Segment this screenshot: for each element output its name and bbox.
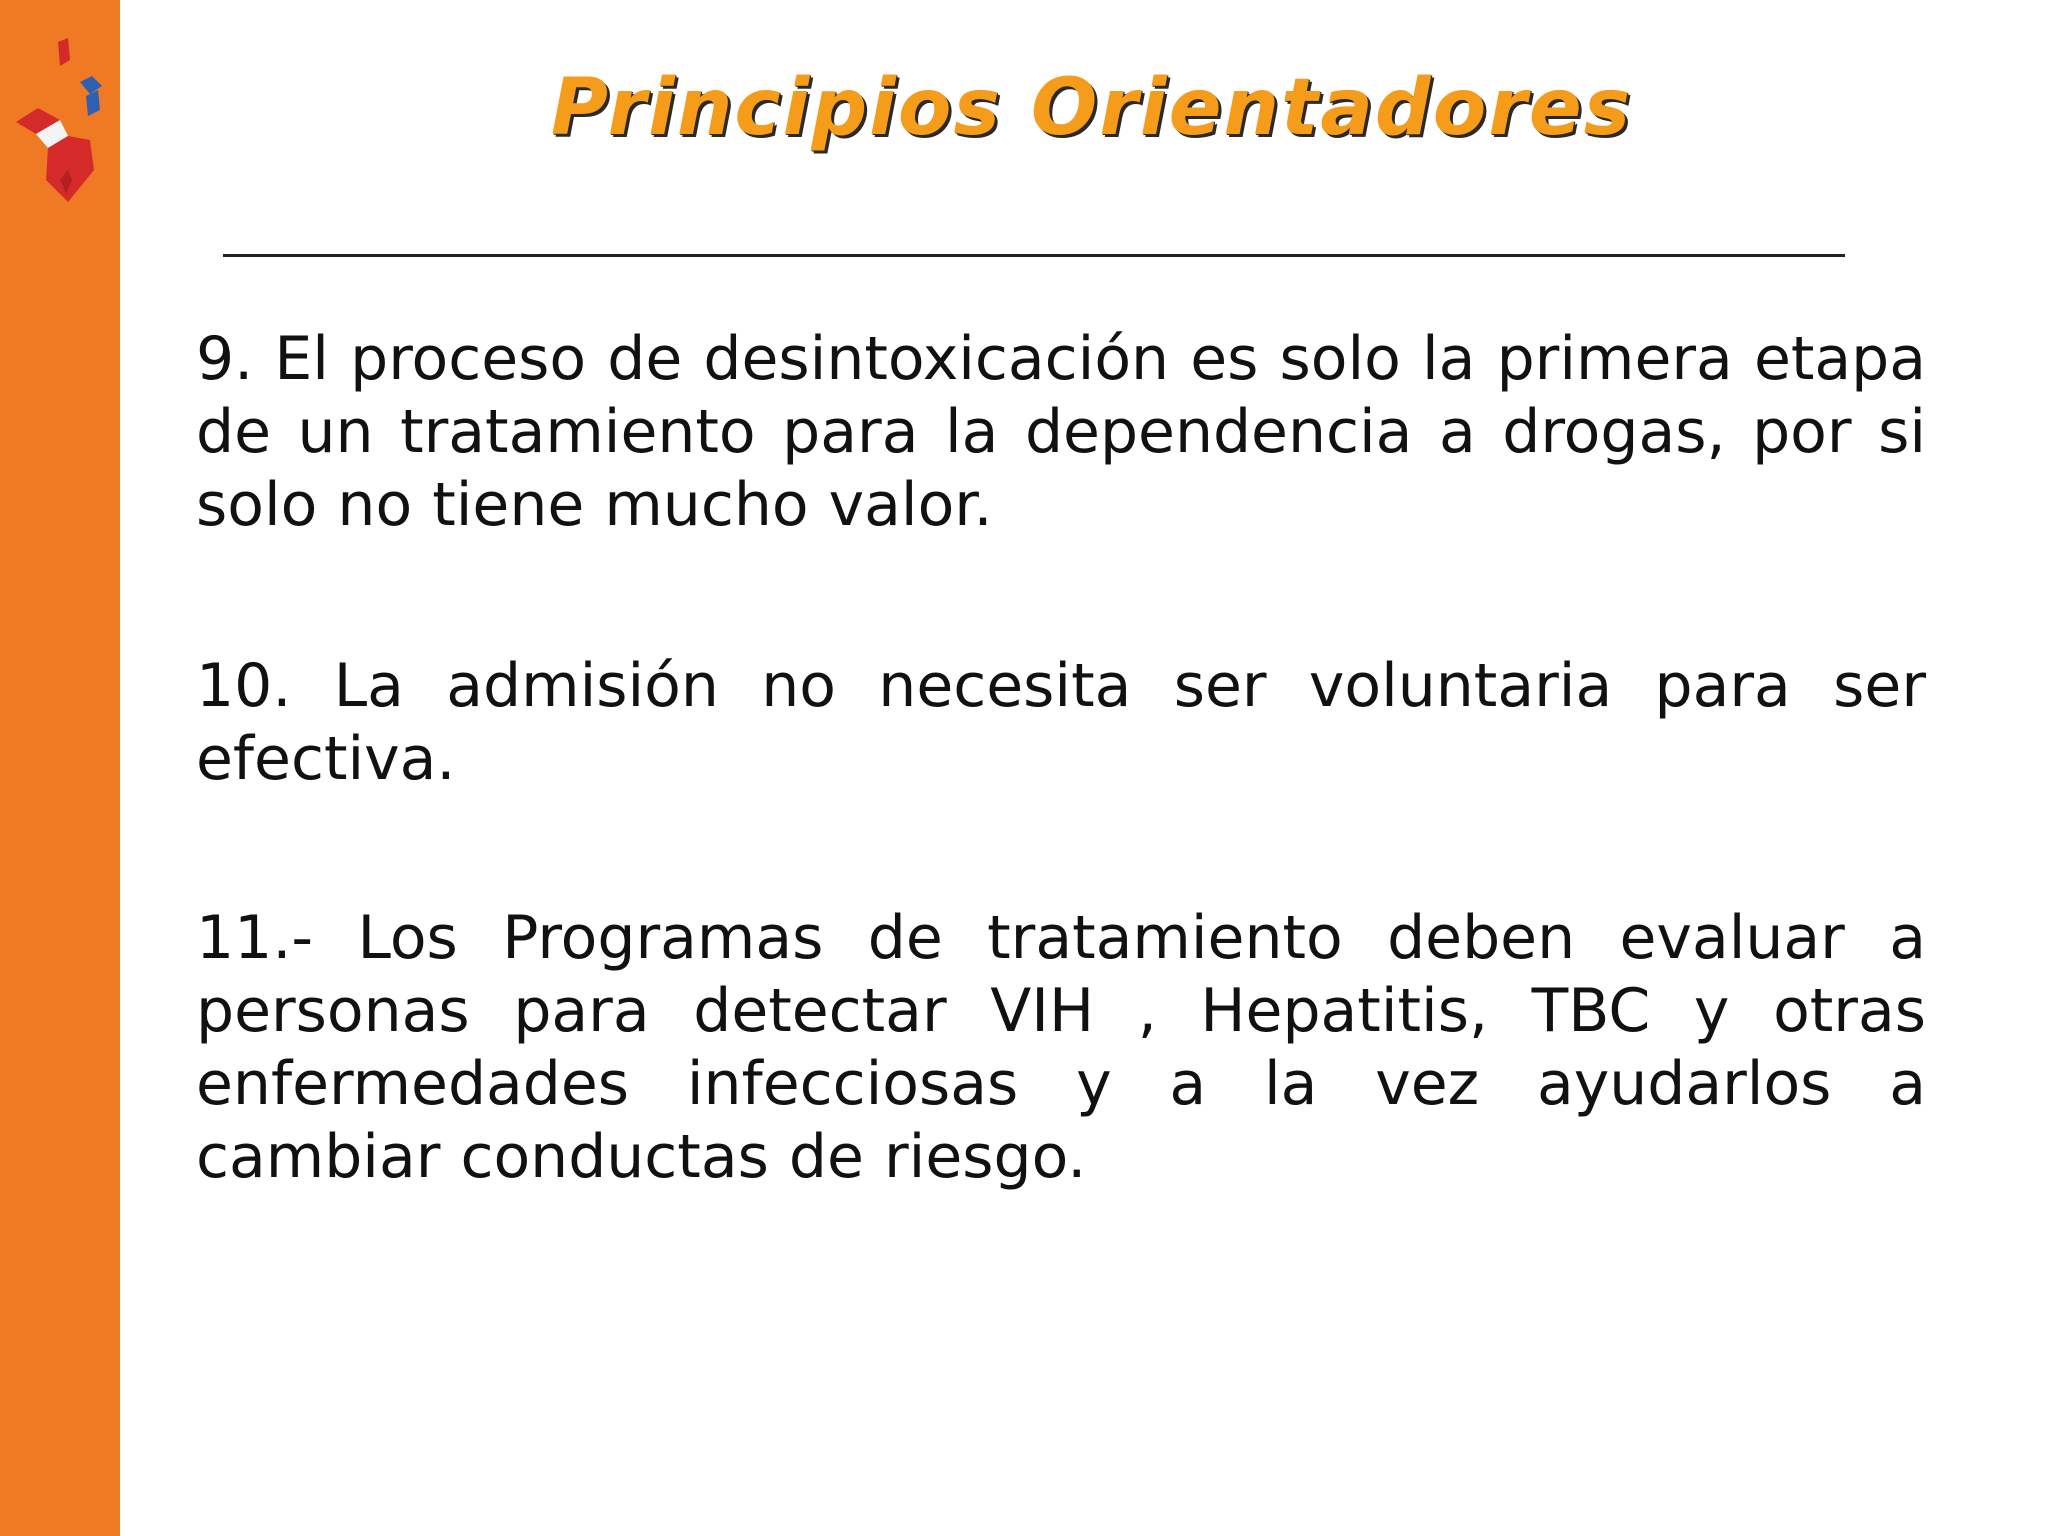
- title-divider: [223, 254, 1845, 257]
- slide-body: [196, 323, 1926, 1194]
- slide-title: Principios Orientadores: [550, 63, 1633, 153]
- orange-sidebar: [0, 0, 120, 1536]
- principle-11: 11.- Los Programas de tratamiento deben evaluar a personas para detectar VIH , Hepatitis, TBC y otras enfermedades infecciosas y a la vez ayudarlos a cambiar conductas de riesgo.: [196, 903, 1926, 1192]
- principle-9: 9. El proceso de desintoxicación es solo la primera etapa de un tratamiento para la dependencia a drogas, por si solo no tiene mucho valor.: [196, 324, 1926, 540]
- principle-10: 10. La admisión no necesita ser voluntaria para ser efectiva.: [196, 651, 1926, 794]
